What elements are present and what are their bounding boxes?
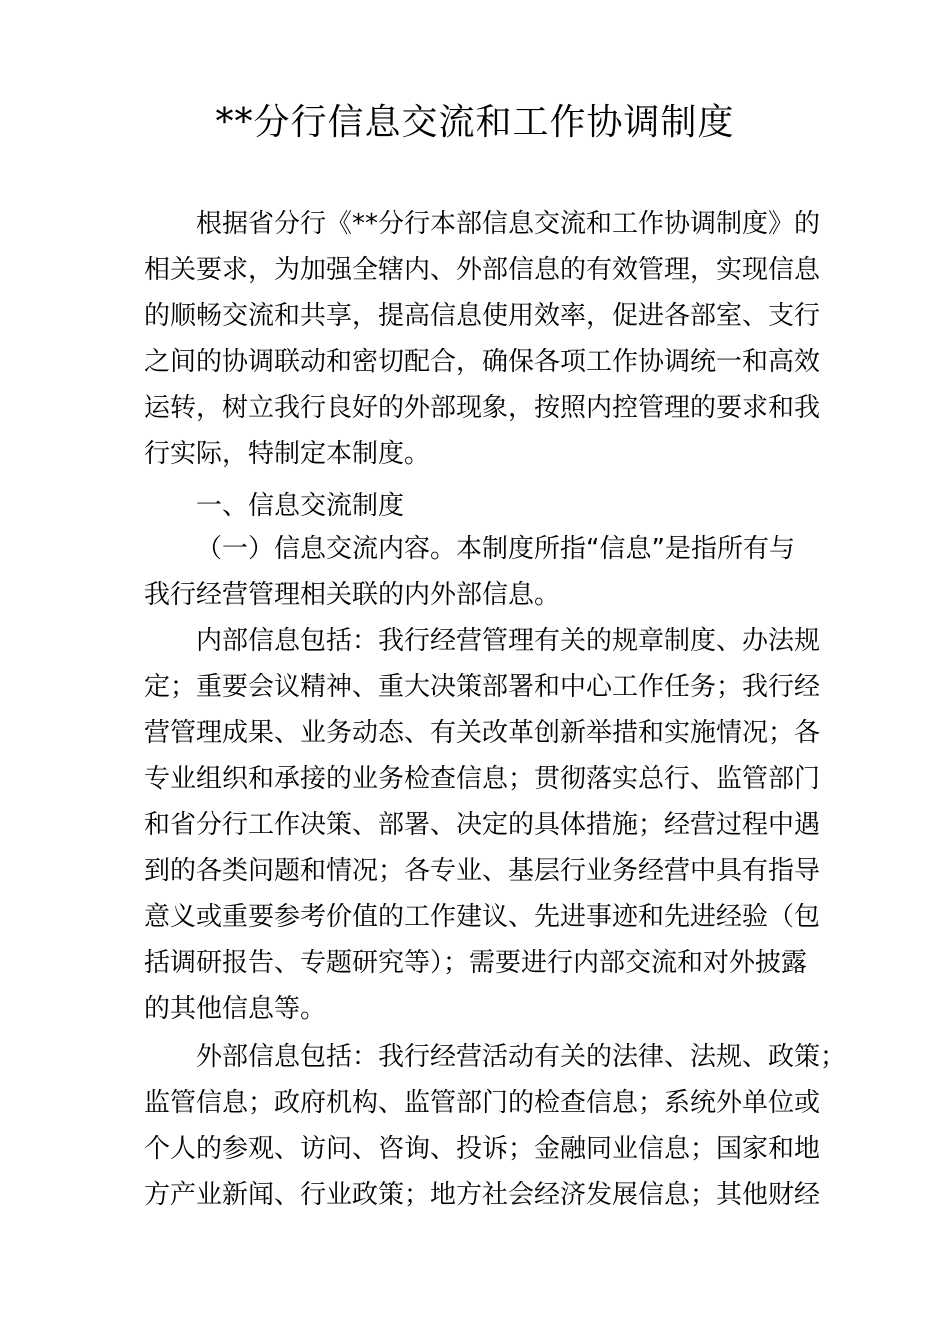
paragraph-line: 监管信息；政府机构、监管部门的检查信息；系统外单位或 <box>144 1088 821 1118</box>
paragraph-line: 方产业新闻、行业政策；地方社会经济发展信息；其他财经 <box>144 1180 821 1210</box>
paragraph-line: 到的各类问题和情况；各专业、基层行业务经营中具有指导 <box>144 856 821 886</box>
document-title: **分行信息交流和工作协调制度 <box>215 102 735 143</box>
paragraph-line: 的其他信息等。 <box>144 994 327 1024</box>
paragraph-line: 个人的参观、访问、咨询、投诉；金融同业信息；国家和地 <box>144 1134 821 1164</box>
paragraph-line: 我行经营管理相关联的内外部信息。 <box>144 580 561 610</box>
paragraph-line: 内部信息包括：我行经营管理有关的规章制度、办法规 <box>196 626 821 656</box>
paragraph-line: 专业组织和承接的业务检查信息；贯彻落实总行、监管部门 <box>144 764 821 794</box>
section-heading: 一、信息交流制度 <box>196 491 405 521</box>
paragraph-line: 营管理成果、业务动态、有关改革创新举措和实施情况；各 <box>144 718 821 748</box>
paragraph-line: 的顺畅交流和共享，提高信息使用效率，促进各部室、支行 <box>144 301 821 331</box>
paragraph-line: 行实际，特制定本制度。 <box>144 439 431 469</box>
paragraph-line: 括调研报告、专题研究等）；需要进行内部交流和对外披露 <box>144 948 808 978</box>
paragraph-line: 之间的协调联动和密切配合，确保各项工作协调统一和高效 <box>144 347 821 377</box>
paragraph-line: （一）信息交流内容。本制度所指“信息”是指所有与 <box>196 534 795 564</box>
paragraph-line: 外部信息包括：我行经营活动有关的法律、法规、政策； <box>196 1042 847 1072</box>
paragraph-line: 和省分行工作决策、部署、决定的具体措施；经营过程中遇 <box>144 810 821 840</box>
paragraph-line: 运转，树立我行良好的外部现象，按照内控管理的要求和我 <box>144 393 821 423</box>
paragraph-line: 根据省分行《**分行本部信息交流和工作协调制度》的 <box>196 209 821 239</box>
paragraph-line: 定；重要会议精神、重大决策部署和中心工作任务；我行经 <box>144 672 821 702</box>
paragraph-line: 意义或重要参考价值的工作建议、先进事迹和先进经验（包 <box>144 902 821 932</box>
paragraph-line: 相关要求，为加强全辖内、外部信息的有效管理，实现信息 <box>144 255 821 285</box>
